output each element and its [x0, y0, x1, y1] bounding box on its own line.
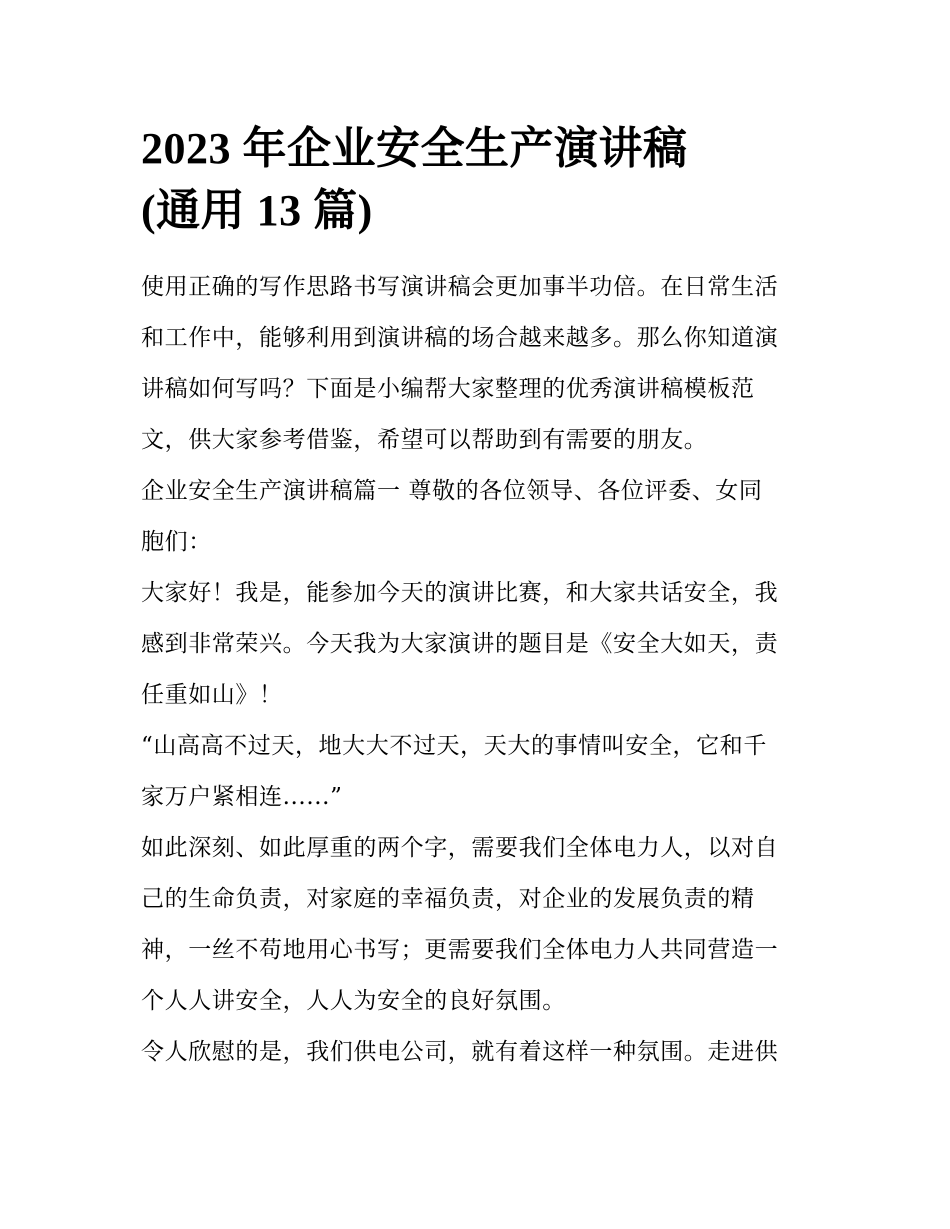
body-line: 企业安全生产演讲稿篇一 尊敬的各位领导、各位评委、女同 — [141, 478, 763, 504]
body-line: 任重如山》！ — [141, 682, 283, 708]
body-line: 令人欣慰的是，我们供电公司，就有着这样一种氛围。走进供 — [141, 1039, 779, 1065]
body-line: 文，供大家参考借鉴，希望可以帮助到有需要的朋友。 — [141, 427, 708, 453]
document-body — [141, 262, 813, 1078]
title-line-2: (通用 13 篇) — [141, 186, 373, 235]
body-line: “山高高不过天，地大大不过天，天大的事情叫安全，它和千 — [141, 733, 767, 759]
body-line: 胞们： — [141, 529, 212, 555]
body-line: 神，一丝不苟地用心书写；更需要我们全体电力人共同营造一 — [141, 937, 779, 963]
document-page — [141, 118, 813, 1078]
body-line: 讲稿如何写吗？下面是小编帮大家整理的优秀演讲稿模板范 — [141, 376, 755, 402]
body-line: 使用正确的写作思路书写演讲稿会更加事半功倍。在日常生活 — [141, 274, 779, 300]
body-line: 大家好！我是，能参加今天的演讲比赛，和大家共话安全，我 — [141, 580, 779, 606]
title-line-1: 2023 年企业安全生产演讲稿 — [141, 124, 688, 173]
body-line: 个人人讲安全，人人为安全的良好氛围。 — [141, 988, 566, 1014]
document-title — [141, 118, 813, 242]
body-line: 感到非常荣兴。今天我为大家演讲的题目是《安全大如天，责 — [141, 631, 779, 657]
body-line: 和工作中，能够利用到演讲稿的场合越来越多。那么你知道演 — [141, 325, 779, 351]
body-line: 家万户紧相连......” — [141, 784, 343, 810]
body-line: 己的生命负责，对家庭的幸福负责，对企业的发展负责的精 — [141, 886, 755, 912]
body-line: 如此深刻、如此厚重的两个字，需要我们全体电力人，以对自 — [141, 835, 779, 861]
